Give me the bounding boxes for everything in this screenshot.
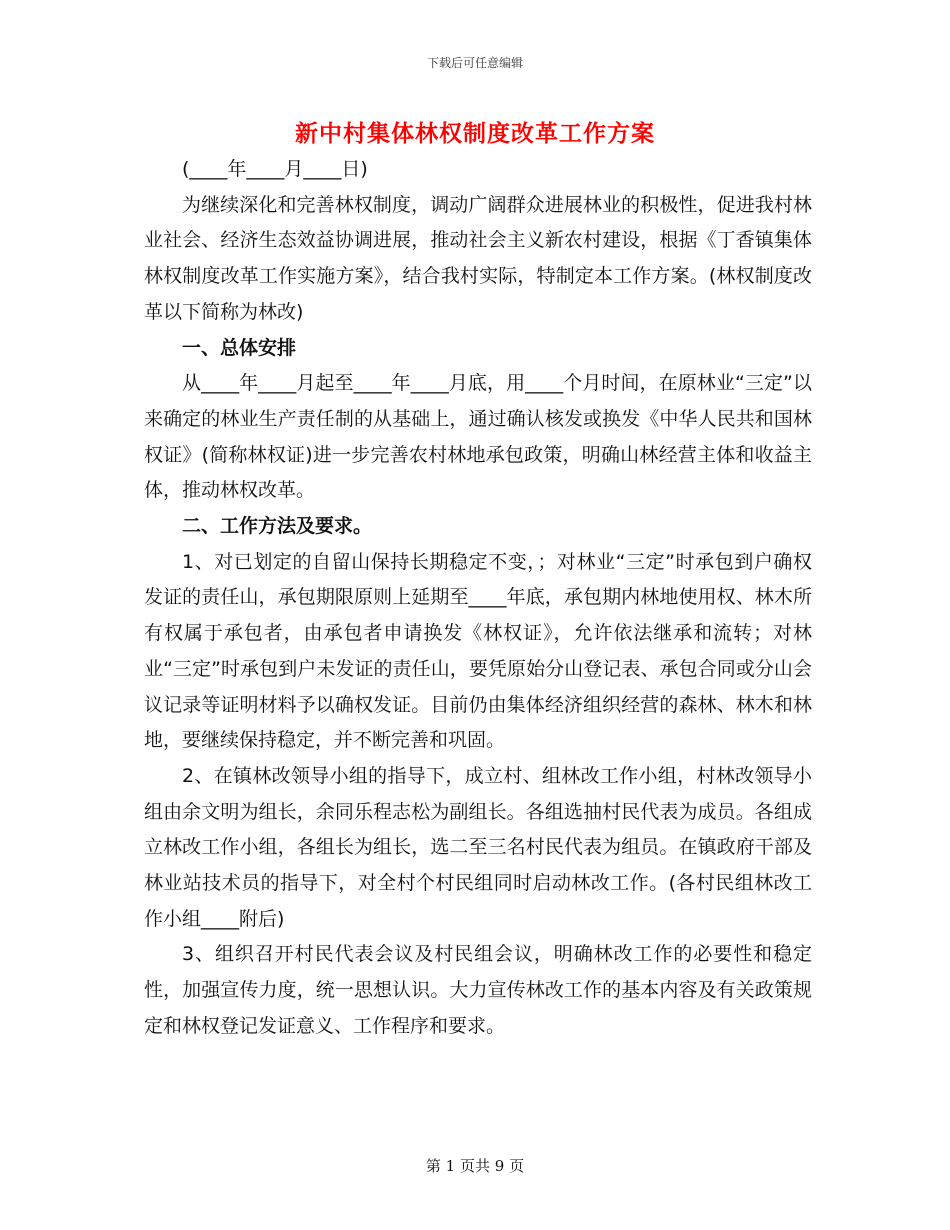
intro-paragraph: 为继续深化和完善林权制度，调动广阔群众进展林业的积极性，促进我村林业社会、经济生态效益协调进展，推动社会主义新农村建设，根据《丁香镇集体林权制度改革工作实施方案》，结合我村实际，特制定本工作方案。(林权制度改革以下简称为林改) — [144, 193, 812, 323]
header-note: 下载后可任意编辑 — [426, 56, 523, 70]
item-1-paragraph: 1、对已划定的自留山保持长期稳定不变，；对林业“三定”时承包到户确权发证的责任山，承包期限原则上延期至____年底，承包期内林地使用权、林木所有权属于承包者，由承包者申请换发《林权证》，允许依法继承和流转；对林业“三定”时承包到户未发证的责任山，要凭原始分山登记表、承包合同或分山会议记录等证明材料予以确权发证。目前仍由集体经济组织经营的森林、林木和林地，要继续保持稳定，并不断完善和巩固。 — [144, 550, 812, 752]
section-heading-2: 二、工作方法及要求。 — [182, 515, 373, 538]
date-line: (____年____月____日) — [182, 158, 368, 180]
item-2-paragraph: 2、在镇林改领导小组的指导下，成立村、组林改工作小组，村林改领导小组由余文明为组长，余同乐程志松为副组长。各组选抽村民代表为成员。各组成立林改工作小组，各组长为组长，选二至三名村民代表为组员。在镇政府干部及林业站技术员的指导下，对全村个村民组同时启动林改工作。(各村民组林改工作小组____附后) — [144, 764, 812, 930]
document-body — [144, 152, 812, 1045]
document-title: 新中村集体林权制度改革工作方案 — [295, 121, 655, 147]
section-heading-1: 一、总体安排 — [182, 336, 297, 359]
section-1-paragraph: 从____年____月起至____年____月底，用____个月时间，在原林业“三定”以来确定的林业生产责任制的从基础上，通过确认核发或换发《中华人民共和国林权证》(简称林权证)进一步完善农村林地承包政策，明确山林经营主体和收益主体，推动林权改革。 — [144, 372, 812, 502]
item-3-paragraph: 3、组织召开村民代表会议及村民组会议，明确林改工作的必要性和稳定性，加强宣传力度，统一思想认识。大力宣传林改工作的基本内容及有关政策规定和林权登记发证意义、工作程序和要求。 — [144, 943, 812, 1037]
page-footer: 第 1 页共 9 页 — [425, 1157, 525, 1175]
